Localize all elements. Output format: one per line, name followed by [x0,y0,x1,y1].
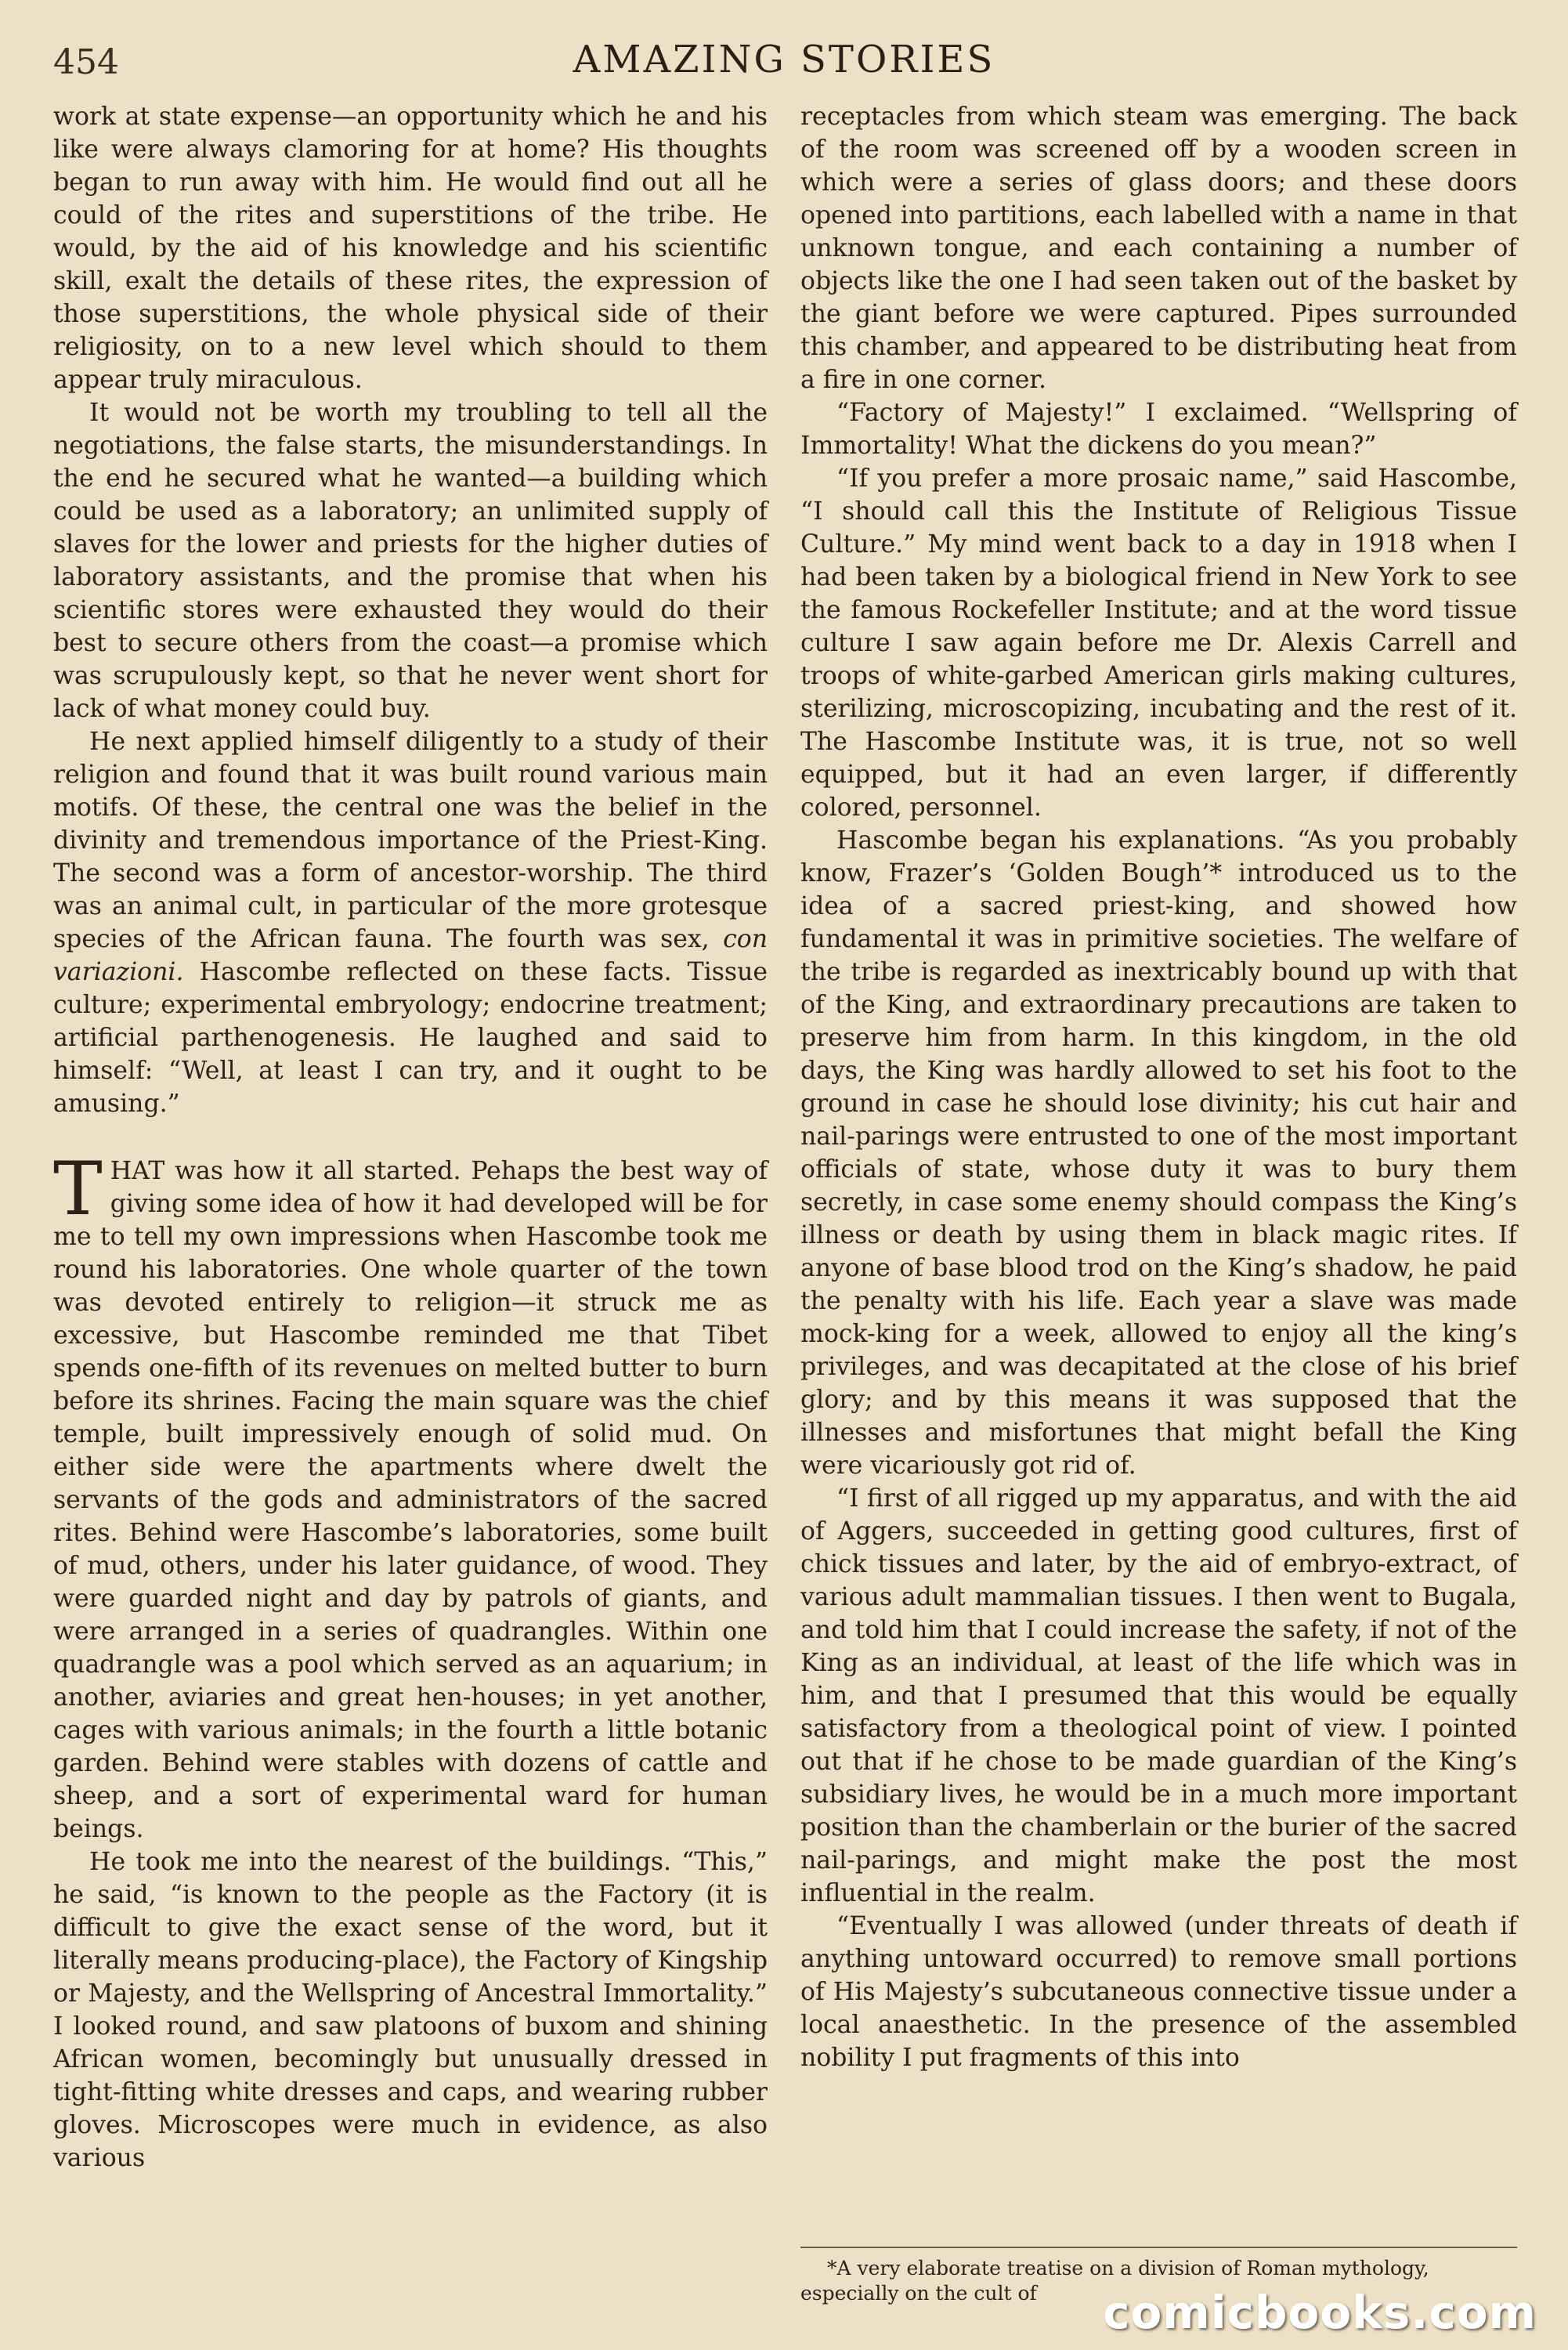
left-column [53,100,768,2175]
paragraph: work at state expense—an opportunity which he and his like were always clamoring for at home? His thoughts began to run away with him. He would find out all he could of the rites and superstitions of the tribe. He would, by the aid of his knowledge and his scientific skill, exalt the details of these rites, the expression of those superstitions, the whole physical side of their religiosity, on to a new level which should to them appear truly miraculous. [53,103,768,394]
paragraph: He took me into the nearest of the buildings. “This,” he said, “is known to the people as the Factory (it is difficult to give the exact sense of the word, but it literally means producing-place), the Factory of Kingship or Majesty, and the Wellspring of Ancestral Immortality.” I looked round, and saw platoons of buxom and shining African women, becomingly but unusually dressed in tight-fitting white dresses and caps, and wearing rubber gloves. Microscopes were much in evidence, as also various [53,1848,768,2172]
right-column [800,100,1517,2074]
paragraph: “Factory of Majesty!” I exclaimed. “Wellspring of Immortality! What the dickens do you mean?” [800,399,1517,460]
paragraph [53,725,768,1120]
section-opening-paragraph [53,1147,768,1846]
drop-cap: T [53,1147,103,1232]
footnote-text: *A very elaborate treatise on a division of Roman mythology, especially on the cult of [800,2257,1429,2305]
watermark-logo: comicbooks.com [1103,2286,1537,2339]
page-header [53,38,1515,92]
paragraph-text: Hascombe reflected on these facts. Tissue culture; experimental embryology; endocrine treatment; artificial parthenogenesis. He laughed and said to himself: “Well, at least I can try, and it ought to be amusing.” [53,958,768,1118]
page-number: 454 [53,42,119,82]
paragraph: It would not be worth my troubling to tell all the negotiations, the false starts, the misunderstandings. In the end he secured what he wanted—a building which could be used as a laboratory; an unlimited supply of slaves for the lower and priests for the higher duties of laboratory assistants, and the promise that when his scientific stores were exhausted they would do their best to secure others from the coast—a promise which was scrupulously kept, so that he never went short for lack of what money could buy. [53,399,768,723]
paragraph: receptacles from which steam was emerging. The back of the room was screened off by a wooden screen in which were a series of glass doors; and these doors opened into partitions, each labelled with a name in that unknown tongue, and each containing a number of objects like the one I had seen taken out of the basket by the giant before we were captured. Pipes surrounded this chamber, and appeared to be distributing heat from a fire in one corner. [800,103,1517,394]
running-title: AMAZING STORIES [573,38,995,81]
paragraph: “I first of all rigged up my apparatus, and with the aid of Aggers, succeeded in getting good cultures, first of chick tissues and later, by the aid of embryo-extract, of various adult mammalian tissues. I then went to Bugala, and told him that I could increase the safety, if not of the King as an individual, at least of the life which was in him, and that I presumed that this would be equally satisfactory from a theological point of view. I pointed out that if he chose to be made guardian of the King’s subsidiary lives, he would be in a much more important position than the chamberlain or the burier of the sacred nail-parings, and might make the post the most influential in the realm. [800,1484,1517,1907]
paragraph: Hascombe began his explanations. “As you probably know, Frazer’s ‘Golden Bough’* introduced us to the idea of a sacred priest-king, and showed how fundamental it was in primitive societies. The welfare of the tribe is regarded as inextricably bound up with that of the King, and extraordinary precautions are taken to preserve him from harm. In this kingdom, in the old days, the King was hardly allowed to set his foot to the ground in case he should lose divinity; his cut hair and nail-parings were entrusted to one of the most important officials of state, whose duty it was to bury them secretly, in case some enemy should compass the King’s illness or death by using them in black magic rites. If anyone of base blood trod on the King’s shadow, he paid the penalty with his life. Each year a slave was made mock-king for a week, allowed to enjoy all the king’s privileges, and was decapitated at the close of his brief glory; and by this means it was supposed that the illnesses and misfortunes that might befall the King were vicariously got rid of. [800,826,1517,1480]
paragraph: “Eventually I was allowed (under threats of death if anything untoward occurred) to remove small portions of His Majesty’s subcutaneous connective tissue under a local anaesthetic. In the presence of the assembled nobility I put fragments of this into [800,1912,1517,2072]
paragraph-text: He next applied himself diligently to a study of their religion and found that it was built round various main motifs. Of these, the central one was the belief in the divinity and tremendous importance of the Priest-King. The second was a form of ancestor-worship. The third was an animal cult, in particular of the more grotesque species of the African fauna. The fourth was sex, [53,728,768,953]
italic-phrase: con variazioni. [53,925,768,986]
paragraph-text: HAT was how it all started. Pehaps the best way of giving some idea of how it had developed will be for me to tell my own impressions when Hascombe took me round his laboratories. One whole quarter of the town was devoted entirely to religion—it struck me as excessive, but Hascombe reminded me that Tibet spends one-fifth of its revenues on melted butter to burn before its shrines. Facing the main square was the chief temple, built impressively enough of solid mud. On either side were the apartments where dwelt the servants of the gods and administrators of the sacred rites. Behind were Hascombe’s laboratories, some built of mud, others, under his later guidance, of wood. They were guarded night and day by patrols of giants, and were arranged in a series of quadrangles. Within one quadrangle was a pool which served as an aquarium; in another, aviaries and great hen-houses; in yet another, cages with various animals; in the fourth a little botanic garden. Behind were stables with dozens of cattle and sheep, and a sort of experimental ward for human beings. [53,1157,768,1843]
paragraph: “If you prefer a more prosaic name,” said Hascombe, “I should call this the Institute of Religious Tissue Culture.” My mind went back to a day in 1918 when I had been taken by a biological friend in New York to see the famous Rockefeller Institute; and at the word tissue culture I saw again before me Dr. Alexis Carrell and troops of white-garbed American girls making cultures, sterilizing, microscopizing, incubating and the rest of it. The Hascombe Institute was, it is true, not so well equipped, but it had an even larger, if differently colored, personnel. [800,465,1517,822]
